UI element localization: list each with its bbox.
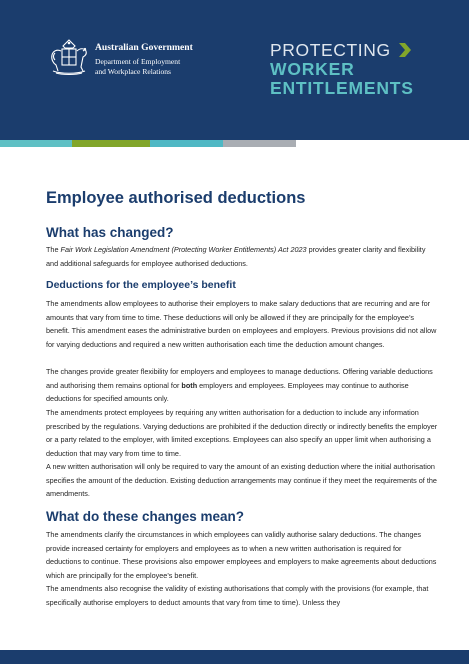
footer-bar xyxy=(0,650,469,664)
act-title: Fair Work Legislation Amendment (Protecting Worker Entitlements) Act 2023 xyxy=(60,245,307,254)
coat-of-arms-logo xyxy=(47,37,91,77)
paragraph-flexibility xyxy=(46,365,438,406)
color-stripe-blue xyxy=(150,140,223,147)
color-stripe-green xyxy=(72,140,150,147)
campaign-logo xyxy=(270,40,414,98)
header-banner xyxy=(0,0,469,140)
intro-text-end: provides greater clarity and flexibility and additional safeguards for employee authorised deductions. xyxy=(46,245,426,268)
color-stripe-grey xyxy=(223,140,296,147)
government-name: Australian Government xyxy=(95,42,193,53)
department-line-2: and Workplace Relations xyxy=(95,67,172,76)
heading-what-changes-mean: What do these changes mean? xyxy=(46,509,245,524)
paragraph-clarify: The amendments clarify the circumstances in which employees can validly authorise salary deductions. The changes provide increased certainty for employers and employees as to when a new written authorisation is required for deductions to continue. These provisions also empower employees and employers to make agreements about deductions which are principally for the employee’s benefit. xyxy=(46,530,437,580)
paragraph-validity: The amendments also recognise the validity of existing authorisations that comply with the provisions (for example, that specifically authorise employers to deduct amounts that vary from time to time). Unless they xyxy=(46,584,429,607)
color-stripe-teal xyxy=(0,140,72,147)
campaign-line-2: WORKER xyxy=(270,59,355,79)
intro-text-start: The xyxy=(46,245,61,254)
emphasis-both: both xyxy=(181,380,198,390)
paragraph-new-authorisation: A new written authorisation will only be required to vary the amount of an existing deduction where the initial authorisation specifies the amount of the deduction. Existing deduction arrangements may continue if they meet the requirements of the amendments. xyxy=(46,462,437,498)
intro-paragraph xyxy=(46,243,436,270)
campaign-line-3: ENTITLEMENTS xyxy=(270,78,414,98)
department-name xyxy=(95,57,180,77)
chevron-right-icon xyxy=(397,43,411,57)
campaign-word-protecting: PROTECTING xyxy=(270,40,391,60)
paragraph-protect-employees: The amendments protect employees by requiring any written authorisation for a deduction to include any information prescribed by the regulations. Varying deductions are prohibited if the deduction directly or indirectly benefits the employer or a party related to the employer, with limited exceptions. Employees can also specify an upper limit when authorising a deduction that may vary from time to time. xyxy=(46,408,438,458)
campaign-line-1 xyxy=(270,40,414,60)
department-line-1: Department of Employment xyxy=(95,57,181,66)
flexibility-text-end: employers and employees. Employees may continue to authorise deductions for specified amounts only. xyxy=(46,380,409,403)
heading-what-has-changed: What has changed? xyxy=(46,225,174,240)
page-title: Employee authorised deductions xyxy=(46,189,306,207)
flexibility-text-start: The changes provide greater flexibility for employers and employees to manage deductions. Offering variable deductions and authorising them remains optional for xyxy=(46,367,433,390)
heading-deductions-benefit: Deductions for the employee’s benefit xyxy=(46,279,236,291)
paragraph-allow-deductions: The amendments allow employees to authorise their employers to make salary deductions that are recurring and are for amounts that vary from time to time. These deductions will only be allowed if they are principally for the employee’s benefit. This amendment eases the administrative burden on employees and employers. Previous provisions did not allow for varying deductions and required a new written authorisation each time the deduction amount changes. xyxy=(46,299,437,349)
